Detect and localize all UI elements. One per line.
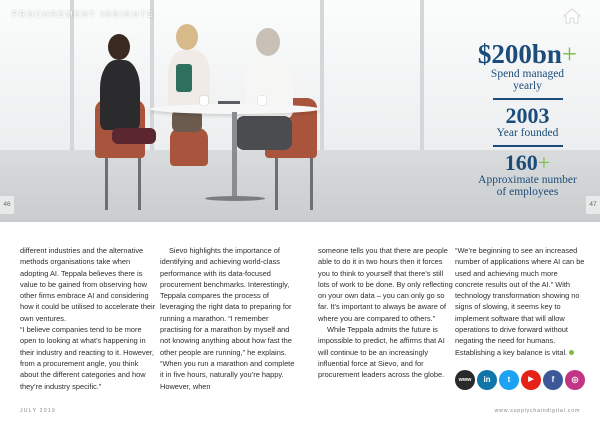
person-right-head — [256, 28, 280, 56]
home-icon[interactable] — [563, 8, 581, 24]
youtube-icon[interactable]: ▶ — [521, 370, 541, 390]
coffee-cup — [200, 96, 208, 105]
linkedin-icon[interactable]: in — [477, 370, 497, 390]
www-icon[interactable]: www — [455, 370, 475, 390]
coffee-cup — [258, 96, 266, 105]
instagram-icon[interactable]: ◎ — [565, 370, 585, 390]
person-center-head — [176, 24, 198, 50]
stat-spend-label: Spend managed yearly — [490, 68, 565, 92]
person-left-head — [108, 34, 130, 60]
footer-date: JULY 2019 — [20, 408, 56, 414]
stat-divider — [493, 98, 563, 100]
footer-url[interactable]: www.supplychaindigital.com — [494, 408, 580, 414]
person-left-legs — [112, 128, 156, 144]
stat-founded — [455, 105, 600, 139]
person-left — [100, 60, 140, 130]
paragraph: While Teppala admits the future is impossible to predict, he affirms that AI will continue to be an increasingly influential force at Sievo, and for procurement leaders across the globe. — [318, 325, 445, 380]
end-mark-icon — [569, 350, 574, 355]
page-number-left[interactable]: 46 — [0, 196, 14, 214]
chair-leg — [138, 158, 141, 210]
chair-leg — [105, 158, 108, 210]
stat-founded-value: 2003 — [505, 103, 550, 128]
stat-employees-label: Approximate number of employees — [478, 174, 577, 198]
window-frame — [420, 0, 424, 150]
stat-founded-label: Year founded — [496, 127, 559, 139]
text-column-3 — [318, 245, 454, 381]
table-base — [205, 196, 265, 201]
stat-divider — [493, 145, 563, 147]
paragraph: “I believe companies tend to be more open to looking at what’s happening in their industry and reacting to it. However, from a procurement angle, you think about the different categories and how they’re industry specific.” — [20, 325, 154, 391]
chair-leg — [310, 158, 313, 210]
paragraph: someone tells you that there are people able to do it in two hours then it forces you to think to yourself that there’s still lots of work to be done. By only reflecting on your own data – you can only go so far. It’s important to always be aware of where you are compared to others.” — [318, 246, 453, 323]
chair-leg — [275, 158, 278, 210]
twitter-icon[interactable]: t — [499, 370, 519, 390]
chair — [170, 128, 208, 166]
laptop — [218, 101, 240, 104]
section-title: PROCUREMENT INSIGHTS — [12, 10, 155, 19]
person-right-skirt — [236, 116, 292, 150]
stat-employees-value: 160+ — [504, 150, 551, 175]
stat-spend — [455, 40, 600, 92]
page-number-right[interactable]: 47 — [586, 196, 600, 214]
window-frame — [70, 0, 74, 150]
paragraph: Sievo highlights the importance of identifying and achieving world-class performance with its data-focused procurement benchmarks. Interestingly, Teppala compares the process of leveraging the right data to preparing for running a marathon. “I remember practising for a marathon by myself and not knowing anything about how fast the other people are running,” he explains. “When you run a marathon and complete it in five hours, naturally you’re happy. However, when — [160, 246, 295, 391]
table-leg — [232, 112, 237, 198]
text-column-1 — [20, 245, 157, 392]
text-column-2 — [160, 245, 297, 392]
stats-panel — [455, 40, 600, 198]
paragraph: different industries and the alternative methods organisations take when adopting AI. Teppala believes there is value to be gained from observing how other firms embrace AI and considering how it could be utilised to accelerate their own ventures. — [20, 246, 156, 323]
facebook-icon[interactable]: f — [543, 370, 563, 390]
stat-employees — [455, 152, 600, 198]
paragraph: “We’re beginning to see an increased number of applications where AI can be used and achieving much more concrete results out of the AI.” With technology transformation showing no signs of slowing, it seems key to implement software that will allow operations to drive forward without negating the need for humans. Establishing a key balance is vital. — [455, 246, 585, 357]
window-frame — [320, 0, 324, 150]
stat-spend-value: $200bn+ — [477, 39, 578, 69]
person-center-top — [176, 64, 192, 92]
text-column-4 — [455, 245, 585, 358]
